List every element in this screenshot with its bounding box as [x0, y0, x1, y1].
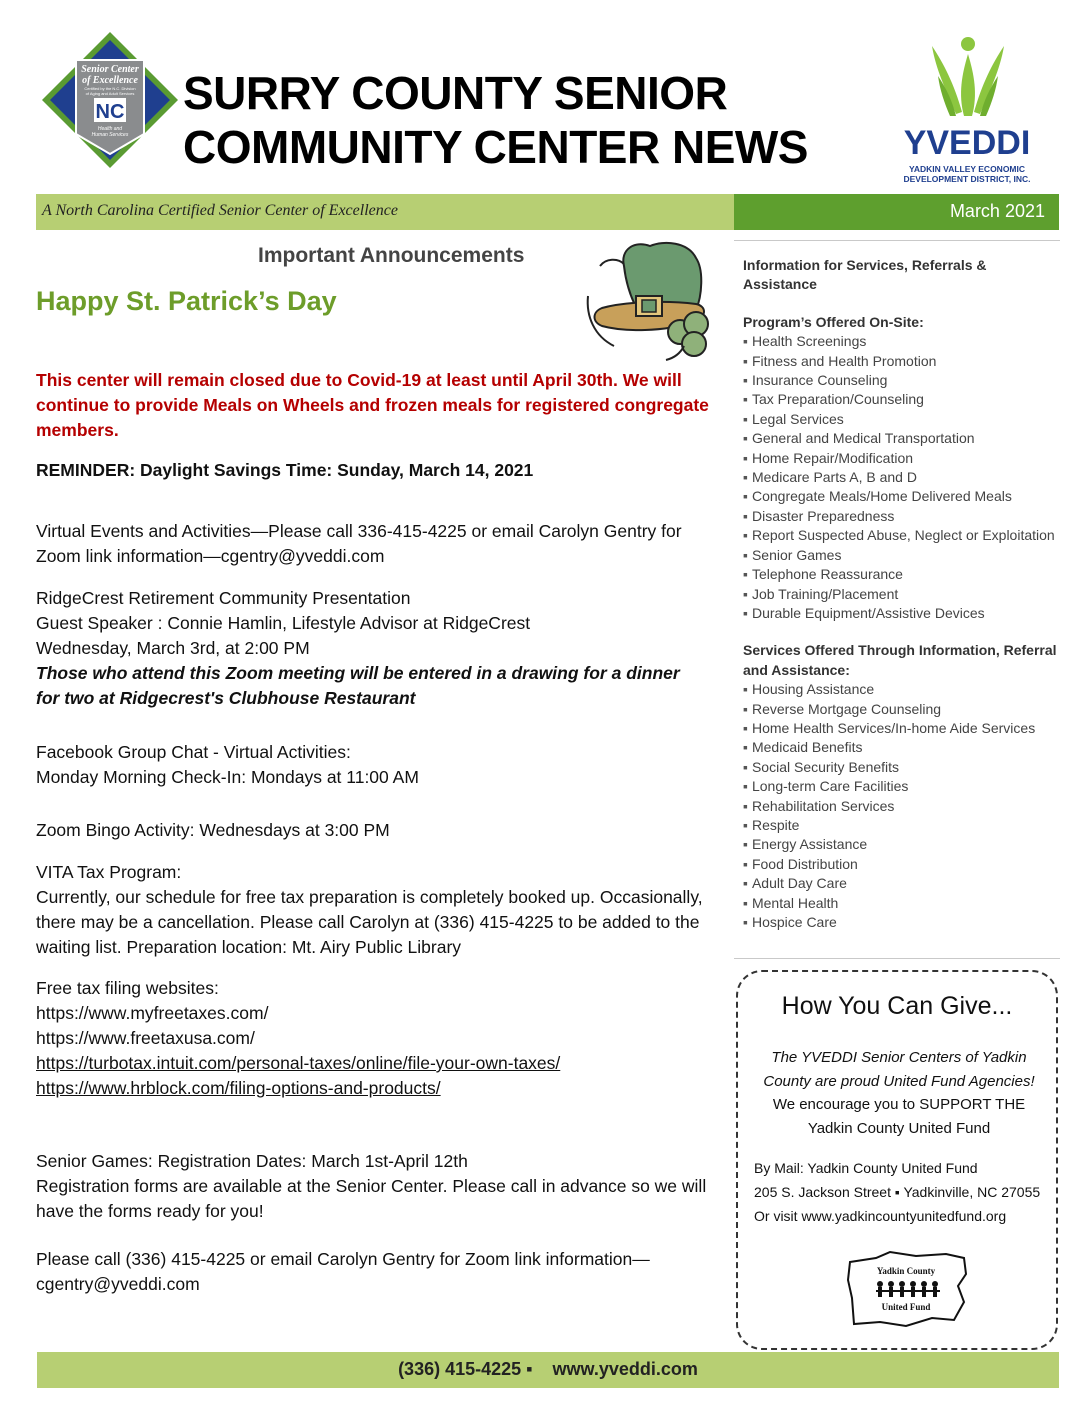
yveddi-logo-text: YVEDDI — [903, 124, 1031, 162]
dst-reminder: REMINDER: Daylight Savings Time: Sunday, March 14, 2021 — [36, 460, 534, 480]
senior-games-dates: Registration Dates: March 1st-April 12th — [152, 1151, 468, 1171]
referral-title-line-1: Services Offered Through Information, Referral — [743, 642, 1057, 659]
give-address — [754, 1156, 1054, 1228]
call-info — [36, 1247, 650, 1297]
give-address-line-2: 205 S. Jackson Street ▪ Yadkinville, NC 27055 — [754, 1184, 1041, 1200]
list-item: ▪ Report Suspected Abuse, Neglect or Exploitation — [743, 526, 1063, 545]
list-item: ▪ Job Training/Placement — [743, 585, 1063, 604]
list-item: ▪ Housing Assistance — [743, 680, 1063, 699]
closure-notice — [36, 368, 709, 443]
virtual-events — [36, 519, 682, 569]
ridgecrest-title: RidgeCrest Retirement Community Presentation — [36, 588, 411, 608]
tax-site-link[interactable]: https://turbotax.intuit.com/personal-taxes/online/file-your-own-taxes/ — [36, 1053, 561, 1073]
badge-letters: NC — [95, 101, 125, 123]
badge-line5: Health and — [97, 126, 123, 132]
tax-websites-title: Free tax filing websites: — [36, 978, 219, 998]
free-tax-websites — [36, 976, 560, 1101]
vita-title: VITA Tax Program: — [36, 862, 182, 882]
badge-line4: of Aging and Adult Services — [85, 91, 135, 96]
list-item: ▪ Legal Services — [743, 410, 1063, 429]
facebook-group-chat — [36, 740, 419, 790]
list-item: ▪ Medicaid Benefits — [743, 738, 1063, 757]
issue-date: March 2021 — [949, 201, 1045, 221]
onsite-programs-list — [743, 332, 1063, 623]
leprechaun-hat-clipart — [584, 236, 722, 364]
give-line-3: We encourage you to SUPPORT THE — [772, 1096, 1026, 1113]
list-item: ▪ Health Screenings — [743, 332, 1063, 351]
how-you-can-give-box — [736, 970, 1058, 1350]
list-item: ▪ Tax Preparation/Counseling — [743, 390, 1063, 409]
list-item: ▪ Rehabilitation Services — [743, 797, 1063, 816]
senior-games-line-2: have the forms ready for you! — [36, 1201, 264, 1221]
ridgecrest-speaker: Guest Speaker : Connie Hamlin, Lifestyle Advisor at RidgeCrest — [36, 613, 531, 633]
footer-bar — [37, 1352, 1059, 1388]
list-item: ▪ Long-term Care Facilities — [743, 777, 1063, 796]
give-line-1: The YVEDDI Senior Centers of Yadkin — [771, 1049, 1027, 1066]
list-item: ▪ Disaster Preparedness — [743, 507, 1063, 526]
referral-services-list — [743, 680, 1063, 932]
ridgecrest-note-1: Those who attend this Zoom meeting will be entered in a drawing for a dinner — [36, 663, 680, 683]
list-item: ▪ Telephone Reassurance — [743, 565, 1063, 584]
list-item: ▪ Social Security Benefits — [743, 758, 1063, 777]
list-item: ▪ General and Medical Transportation — [743, 429, 1063, 448]
give-address-line-1: By Mail: Yadkin County United Fund — [754, 1160, 978, 1176]
services-sidebar — [743, 256, 1063, 932]
tagline-banner — [36, 194, 734, 230]
bingo-label: Zoom Bingo Activity: — [36, 820, 195, 840]
closure-line-2: continue to provide Meals on Wheels and frozen meals for registered congregate — [36, 395, 709, 415]
facebook-title: Facebook Group Chat - Virtual Activities: — [36, 742, 351, 762]
yveddi-sub-line1: YADKIN VALLEY ECONOMIC — [908, 164, 1026, 174]
list-item: ▪ Senior Games — [743, 546, 1063, 565]
st-patricks-greeting: Happy St. Patrick’s Day — [36, 286, 337, 316]
united-fund-logo — [846, 1248, 972, 1330]
list-item: ▪ Durable Equipment/Assistive Devices — [743, 604, 1063, 623]
yveddi-sub-line2: DEVELOPMENT DISTRICT, INC. — [903, 174, 1031, 184]
yveddi-logo-subtitle — [892, 164, 1042, 184]
tax-site-link[interactable]: https://www.hrblock.com/filing-options-and-products/ — [36, 1078, 441, 1098]
vita-tax-program — [36, 860, 703, 960]
badge-line2: of Excellence — [82, 75, 138, 86]
sidebar-bottom-divider — [734, 958, 1060, 959]
referral-title-line-2: and Assistance: — [743, 661, 850, 678]
badge-line3: Certified by the N.C. Division — [84, 86, 136, 91]
ridgecrest-note-2: for two at Ridgecrest's Clubhouse Restaurant — [36, 688, 416, 708]
tagline-text: A North Carolina Certified Senior Center of Excellence — [42, 202, 398, 219]
info-title-line-2: Assistance — [743, 276, 817, 293]
united-fund-line-1: Yadkin County — [876, 1266, 936, 1276]
senior-games-label: Senior Games: — [36, 1151, 153, 1171]
list-item: ▪ Home Health Services/In-home Aide Services — [743, 719, 1063, 738]
facebook-detail: Monday Morning Check-In: Mondays at 11:00 AM — [36, 767, 419, 787]
united-fund-line-2: United Fund — [881, 1302, 931, 1312]
give-website[interactable]: Or visit www.yadkincountyunitedfund.org — [754, 1208, 1007, 1224]
closure-line-3: members. — [36, 420, 119, 440]
list-item: ▪ Congregate Meals/Home Delivered Meals — [743, 487, 1063, 506]
title-line-1: SURRY COUNTY SENIOR — [183, 67, 728, 119]
bingo-detail: Wednesdays at 3:00 PM — [194, 820, 390, 840]
sidebar-top-divider — [734, 240, 1060, 241]
referral-title — [743, 641, 1063, 680]
vita-line-2: there may be a cancellation. Please call Carolyn at (336) 415-4225 to be added to the — [36, 912, 700, 932]
list-item: ▪ Insurance Counseling — [743, 371, 1063, 390]
give-line-2: County are proud United Fund Agencies! — [763, 1072, 1035, 1090]
call-line-2: cgentry@yveddi.com — [36, 1274, 200, 1294]
footer-contact: (336) 415-4225 ▪ www.yveddi.com — [398, 1359, 698, 1379]
list-item: ▪ Food Distribution — [743, 855, 1063, 874]
zoom-bingo — [36, 818, 390, 843]
senior-games-line-1: Registration forms are available at the Senior Center. Please call in advance so we will — [36, 1176, 707, 1196]
list-item: ▪ Hospice Care — [743, 913, 1063, 932]
list-item: ▪ Medicare Parts A, B and D — [743, 468, 1063, 487]
list-item: ▪ Mental Health — [743, 894, 1063, 913]
virtual-line-2: Zoom link information—cgentry@yveddi.com — [36, 546, 385, 566]
list-item: ▪ Reverse Mortgage Counseling — [743, 700, 1063, 719]
list-item: ▪ Energy Assistance — [743, 835, 1063, 854]
badge-line6: Human Services — [91, 132, 129, 138]
info-title — [743, 256, 1063, 295]
ridgecrest-when: Wednesday, March 3rd, at 2:00 PM — [36, 638, 310, 658]
onsite-title: Program’s Offered On-Site: — [743, 313, 924, 330]
list-item: ▪ Adult Day Care — [743, 874, 1063, 893]
vita-line-3: waiting list. Preparation location: Mt. Airy Public Library — [36, 937, 462, 957]
announcements-heading: Important Announcements — [258, 244, 525, 267]
senior-center-excellence-badge — [40, 30, 180, 170]
vita-line-1: Currently, our schedule for free tax preparation is completely booked up. Occasionally, — [36, 887, 703, 907]
badge-line1: Senior Center — [81, 64, 139, 75]
give-message — [752, 1046, 1046, 1140]
date-banner — [734, 194, 1059, 230]
info-title-line-1: Information for Services, Referrals & — [743, 257, 987, 273]
closure-line-1: This center will remain closed due to Covid-19 at least until April 30th. We will — [36, 370, 682, 390]
tax-site-link[interactable]: https://www.freetaxusa.com/ — [36, 1028, 255, 1048]
call-line-1: Please call (336) 415-4225 or email Carolyn Gentry for Zoom link information— — [36, 1249, 650, 1269]
ridgecrest-presentation — [36, 586, 680, 711]
list-item: ▪ Fitness and Health Promotion — [743, 352, 1063, 371]
tax-site-link[interactable]: https://www.myfreetaxes.com/ — [36, 1003, 269, 1023]
give-title: How You Can Give... — [781, 992, 1013, 1020]
newsletter-title — [183, 66, 808, 174]
give-line-4: Yadkin County United Fund — [807, 1119, 991, 1137]
list-item: ▪ Respite — [743, 816, 1063, 835]
list-item: ▪ Home Repair/Modification — [743, 449, 1063, 468]
virtual-line-1: Virtual Events and Activities—Please call 336-415-4225 or email Carolyn Gentry for — [36, 521, 682, 541]
senior-games — [36, 1149, 706, 1224]
title-line-2: COMMUNITY CENTER NEWS — [183, 121, 808, 173]
